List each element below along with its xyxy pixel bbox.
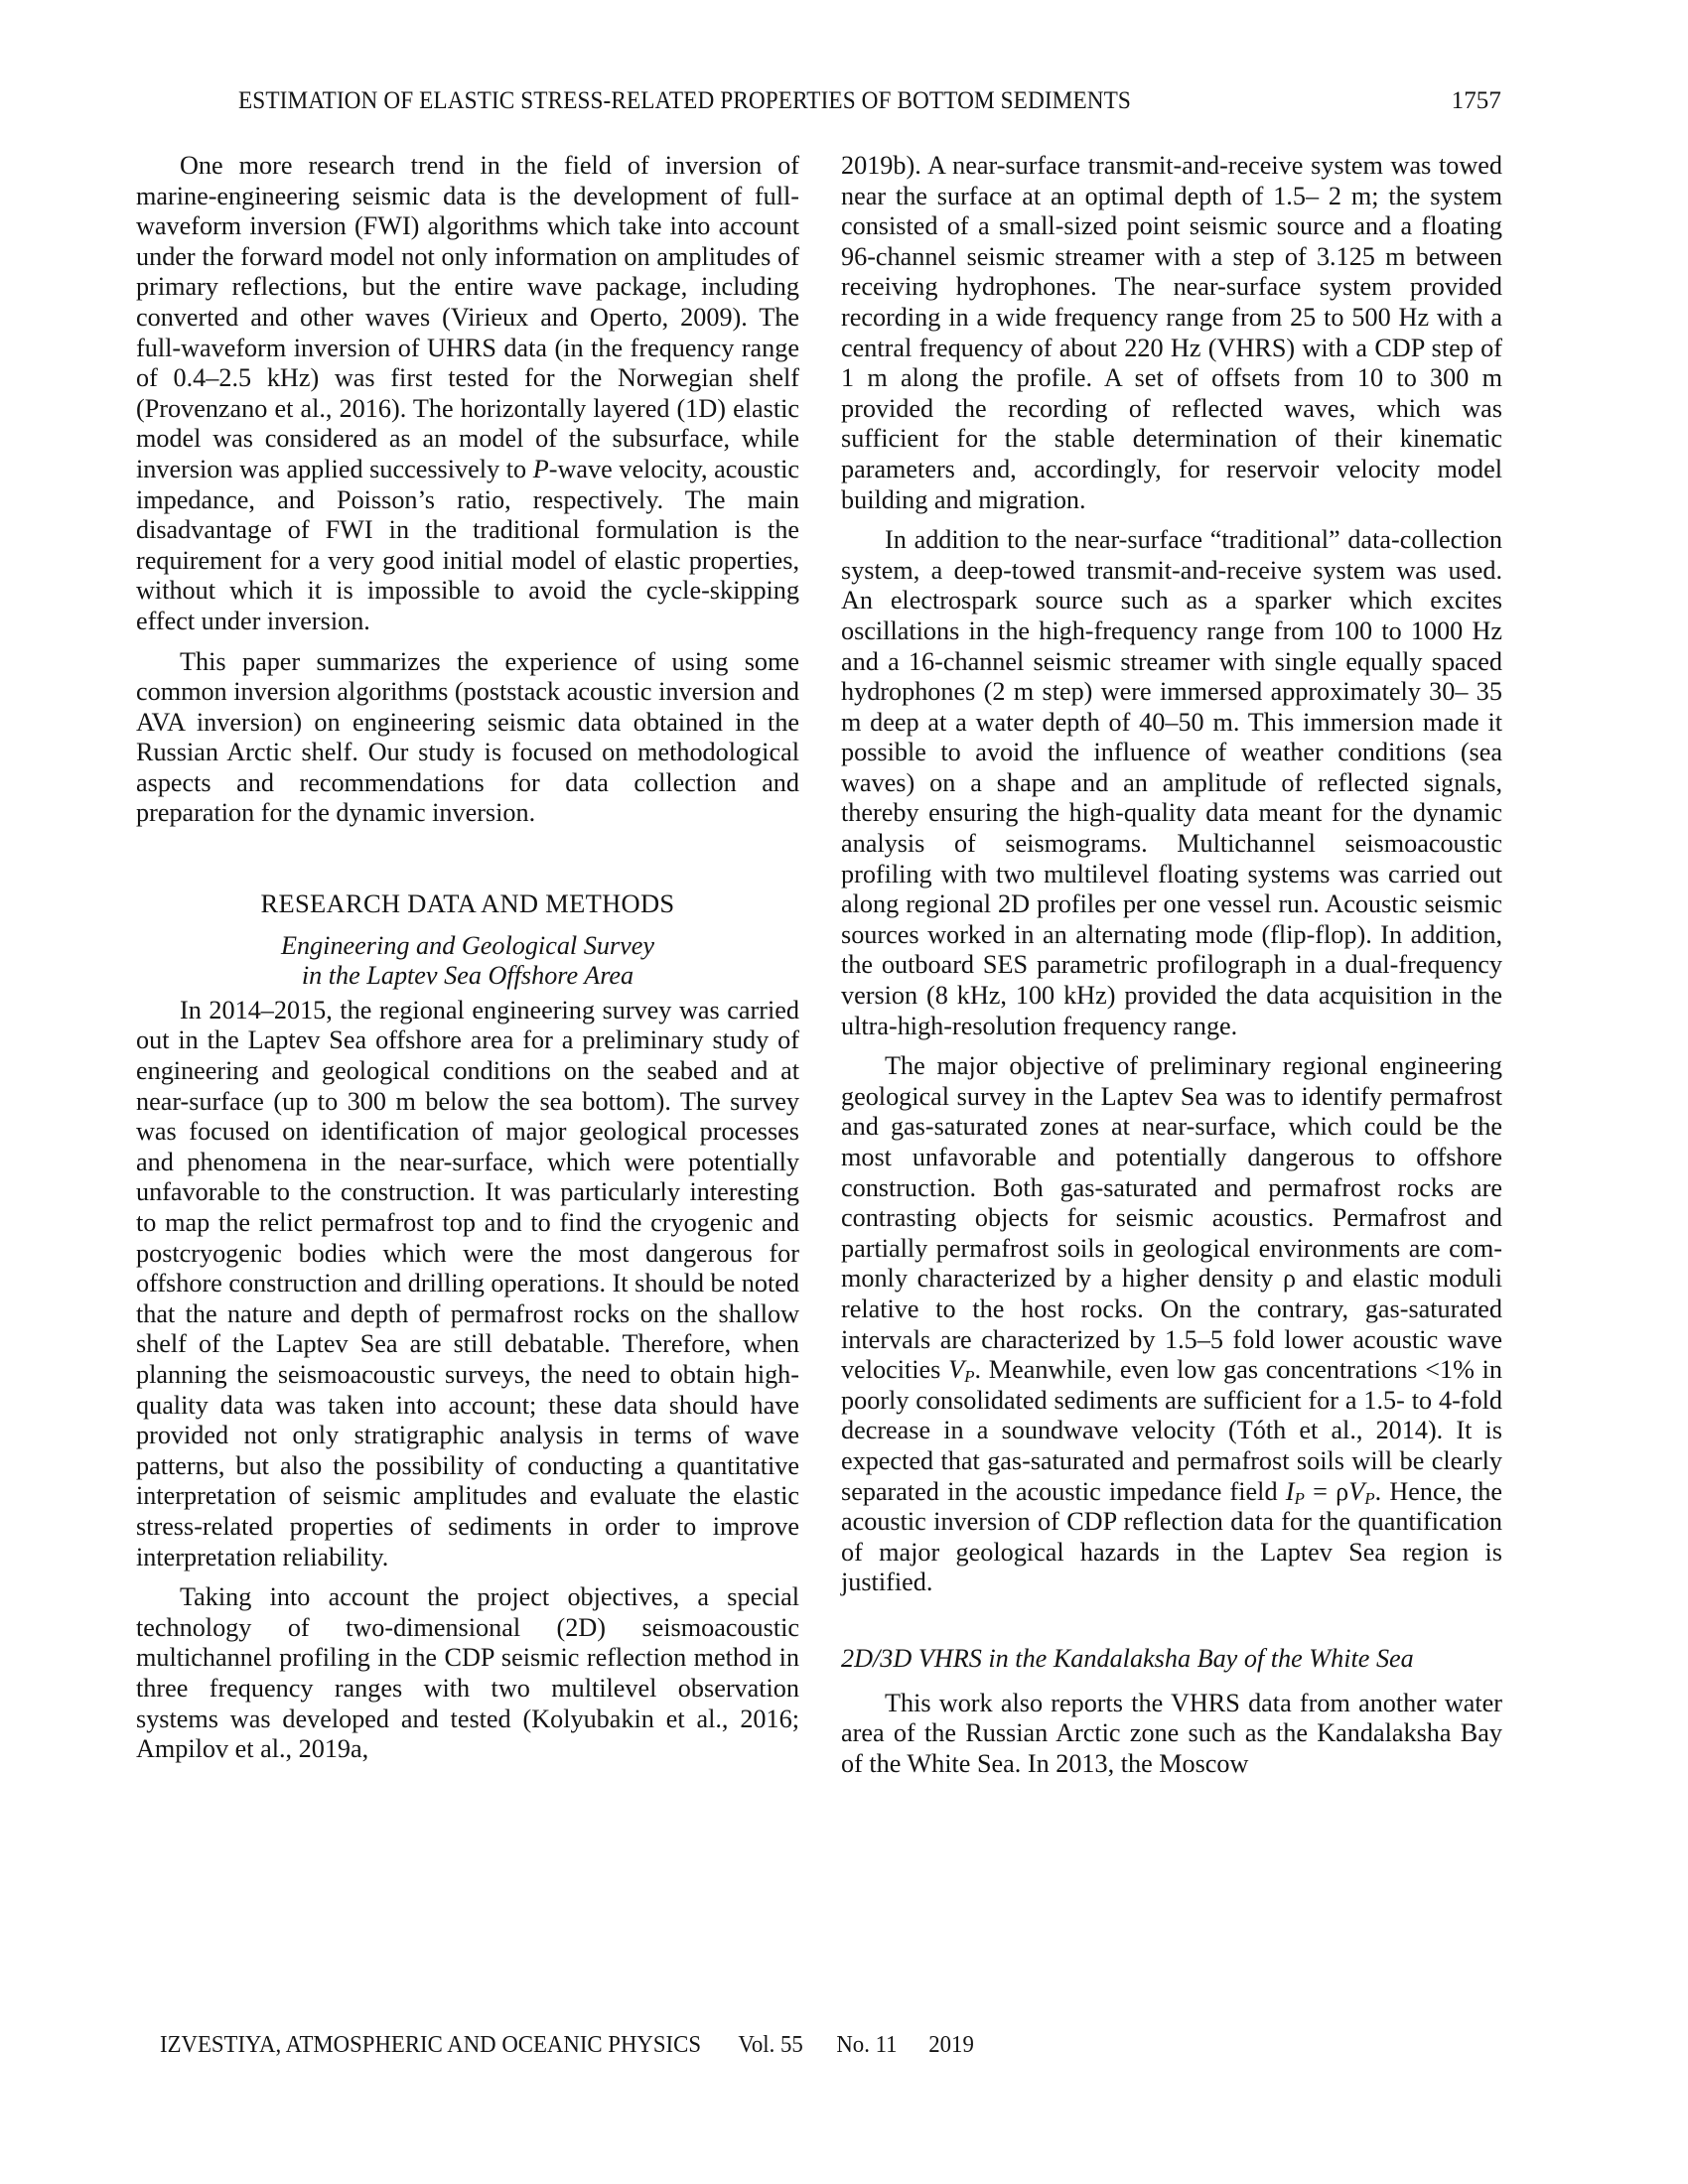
volume: Vol. 55	[738, 2031, 803, 2058]
paragraph-deep-towed-system: In addition to the near-surface “traditional” data-collection system, a deep-towed transmit-and-receive system was used. An electrospark source such as a sparker which excites oscillations in the high-frequency range from 100 to 1000 Hz and a 16-channel seismic streamer with single equally spaced hydrophones (2 m step) were immersed approximately 30– 35 m deep at a water depth of 40–50 m. This immersion made it possible to avoid the influence of weather conditions (sea waves) on a shape and an amplitude of reflected signals, thereby ensuring the high-quality data meant for the dynamic analysis of seismograms. Multichannel seismoacoustic profiling with two multilevel floating systems was carried out along regional 2D profiles per one vessel run. Acoustic seismic sources worked in an alternating mode (flip-flop). In addition, the outboard SES parametric profilograph in a dual-frequency version (8 kHz, 100 kHz) provided the data acquisition in the ultra-high-resolution frequency range.	[841, 525, 1502, 1040]
paragraph-kandalaksha: This work also reports the VHRS data from another water area of the Russian Arctic zone such as the Kandalaksha Bay of the White Sea. In 2013, the Moscow	[841, 1688, 1502, 1778]
issue: No. 11	[836, 2031, 898, 2058]
paragraph-laptev-survey: In 2014–2015, the regional engineering survey was carried out in the Laptev Sea offshore area for a preliminary study of engineering and geological conditions on the seabed and at near-surface (up to 300 m below the sea bottom). The survey was focused on identification of major geological processes and phenomena in the near-surface, which were potentially unfavorable to the construction. It was particularly interesting to map the relict permafrost top and to find the cryogenic and postcryogenic bodies which were the most dangerous for offshore construction and drilling operations. It should be noted that the nature and depth of permafrost rocks on the shallow shelf of the Laptev Sea are still debatable. Therefore, when planning the seismoacoustic surveys, the need to obtain high-quality data was taken into account; these data should have provided not only stratigraphic analysis in terms of wave patterns, but also the possibility of conducting a quantitative interpretation of seismic amplitudes and evaluate the elastic stress-related properties of sediments in order to improve interpretation reliability.	[136, 995, 799, 1571]
journal-name: IZVESTIYA, ATMOSPHERIC AND OCEANIC PHYSICS	[160, 2031, 702, 2058]
right-column	[841, 151, 1502, 1779]
running-head	[238, 87, 1501, 121]
paragraph-objective: The major objective of preliminary regional engineering geological survey in the Laptev Sea was to identify permafrost and gas-saturated zones at near-surface, which could be the most unfavorable and potentially dangerous to offshore construction. Both gas-saturated and permafrost rocks are contrasting objects for seismic acoustics. Permafrost and partially permafrost soils in geological environments are commonly characterized by a higher density ρ and elastic moduli relative to the host rocks. On the contrary, gas-saturated intervals are characterized by 1.5–5 fold lower acoustic wave velocities $V_P$. Meanwhile, even low gas concentrations <1% in poorly consolidated sediments are sufficient for a 1.5- to 4-fold decrease in a soundwave velocity (Tóth et al., 2014). It is expected that gas-saturated and permafrost soils will be clearly separated in the acoustic impedance field $I_P = \rho V_P$. Hence, the acoustic inversion of CDP reflection data for the quantification of major geological hazards in the Laptev Sea region is justified.	[841, 1051, 1502, 1597]
paragraph-summary: This paper summarizes the experience of using some common inversion algorithms (poststack acoustic inversion and AVA inversion) on engineering seismic data obtained in the Russian Arctic shelf. Our study is focused on methodological aspects and recommendations for data collection and preparation for the dynamic inversion.	[136, 646, 799, 828]
running-title: ESTIMATION OF ELASTIC STRESS-RELATED PROPERTIES OF BOTTOM SEDIMENTS	[238, 87, 1131, 114]
ip-symbol: $I_P$	[1285, 1476, 1305, 1508]
vp-symbol: $V_P$	[948, 1355, 975, 1387]
year: 2019	[928, 2031, 974, 2058]
footer	[160, 2031, 974, 2059]
paragraph-technology: Taking into account the project objectives, a special technology of two-dimensional (2D) seismoacoustic multichannel profiling in the CDP seismic reflection method in three frequency ranges with two multilevel observation systems was developed and tested (Kolyubakin et al., 2016; Ampilov et al., 2019a,	[136, 1582, 799, 1764]
subsection-heading-kandalaksha: 2D/3D VHRS in the Kandalaksha Bay of the White Sea	[841, 1643, 1414, 1673]
page-number: 1757	[1451, 87, 1501, 114]
section-heading: RESEARCH DATA AND METHODS	[260, 888, 675, 919]
subsection-heading-laptev: Engineering and Geological Survey in the Laptev Sea Offshore Area	[281, 930, 654, 991]
p-wave-symbol: P	[532, 454, 549, 483]
vp-symbol-2: $V_P$	[1348, 1476, 1375, 1508]
paragraph-fwi: One more research trend in the field of inversion of marine-engineering seismic data is the development of full-waveform inversion (FWI) algorithms which take into account under the forward model not only information on amplitudes of primary reflections, but the entire wave package, including converted and other waves (Virieux and Operto, 2009). The full-waveform inversion of UHRS data (in the frequency range of 0.4–2.5 kHz) was first tested for the Norwegian shelf (Provenzano et al., 2016). The horizontally layered (1D) elastic model was considered as an model of the subsurface, while inversion was applied successively to P-wave velocity, acoustic impedance, and Poisson’s ratio, respectively. The main disadvantage of FWI in the traditional formulation is the requirement for a very good initial model of elastic properties, without which it is impossible to avoid the cycle-skipping effect under inversion.	[136, 151, 799, 635]
left-column	[136, 151, 799, 1765]
paragraph-near-surface-system: 2019b). A near-surface transmit-and-receive system was towed near the surface at an optimal depth of 1.5– 2 m; the system consisted of a small-sized point seismic source and a floating 96-channel seismic streamer with a step of 3.125 m between receiving hydrophones. The near-surface system provided recording in a wide frequency range from 25 to 500 Hz with a central frequency of about 220 Hz (VHRS) with a CDP step of 1 m along the profile. A set of offsets from 10 to 300 m provided the recording of reflected waves, which was sufficient for the stable determination of their kinematic parameters and, accordingly, for reservoir velocity model building and migration.	[841, 151, 1502, 514]
